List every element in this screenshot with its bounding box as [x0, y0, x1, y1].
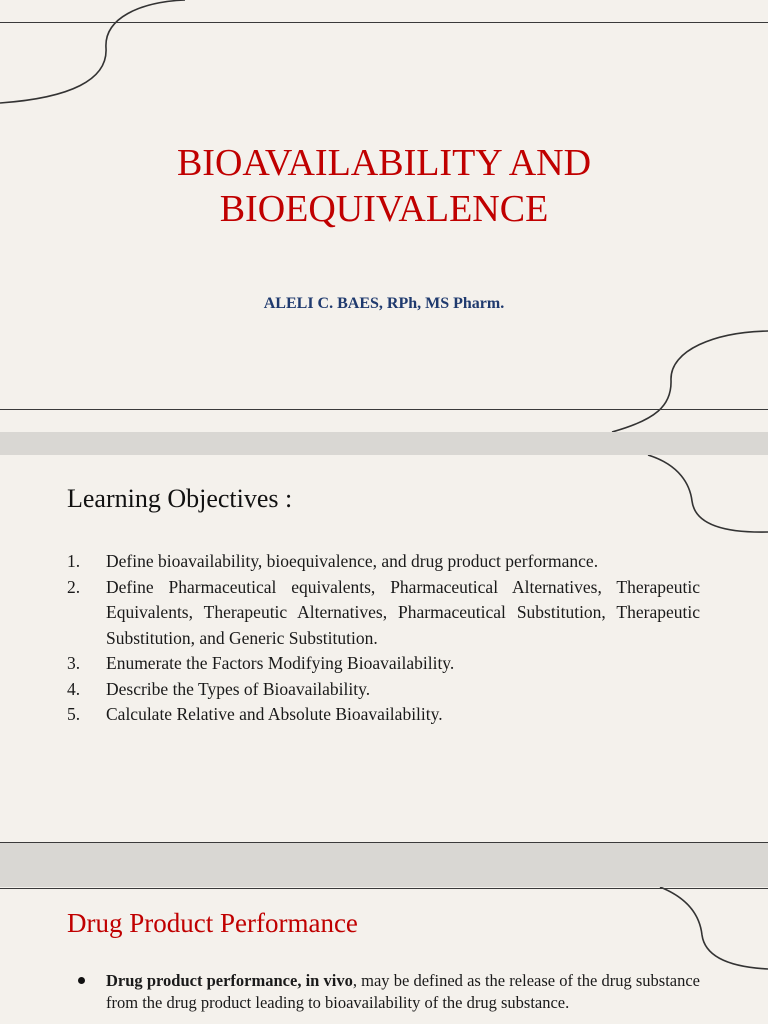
top-rule — [0, 22, 768, 23]
objective-item — [67, 702, 700, 728]
objective-text: Define Pharmaceutical equivalents, Pharmaceutical Alternatives, Therapeutic Equivalents, Therapeutic Alternatives, Pharmaceutical Substitution, Therapeutic Substitution, and Generic Substitution. — [106, 576, 700, 648]
learning-objectives-slide — [0, 455, 768, 843]
title-line-1: BIOAVAILABILITY AND — [176, 142, 592, 184]
bottom-rule — [0, 842, 768, 843]
objective-number: 5. — [67, 704, 81, 724]
top-rule — [0, 888, 768, 889]
learning-objectives-heading: Learning Objectives : — [67, 484, 293, 513]
objective-item — [67, 651, 700, 677]
bottom-rule — [0, 409, 768, 410]
author-name: ALELI C. BAES, RPh, MS Pharm. — [263, 295, 505, 312]
drug-product-performance-slide — [0, 887, 768, 1024]
objective-item — [67, 549, 700, 575]
objective-text: Describe the Types of Bioavailability. — [106, 678, 371, 699]
bullet-bold-term: Drug product performance, in vivo — [106, 971, 353, 990]
objective-item — [67, 575, 700, 652]
objective-number: 4. — [67, 678, 81, 699]
objectives-list — [67, 549, 700, 728]
bullet-paragraph — [106, 970, 700, 1014]
bullet-text: , may be defined as the release of the drug substance from the drug product leading to bioavailability of the drug substance. — [106, 971, 701, 1012]
drug-product-performance-heading: Drug Product Performance — [67, 908, 358, 938]
objective-number: 3. — [67, 653, 81, 673]
bullet-icon — [78, 977, 85, 984]
title-line-2: BIOEQUIVALENCE — [219, 188, 549, 230]
objective-number: 1. — [67, 551, 81, 571]
objective-text: Define bioavailability, bioequivalence, and drug product performance. — [106, 551, 599, 571]
objective-text: Calculate Relative and Absolute Bioavailability. — [106, 704, 443, 724]
objective-number: 2. — [67, 576, 81, 597]
objective-text: Enumerate the Factors Modifying Bioavailability. — [106, 653, 455, 673]
presentation-title — [0, 140, 768, 232]
title-slide — [0, 0, 768, 432]
objective-item — [67, 677, 700, 703]
